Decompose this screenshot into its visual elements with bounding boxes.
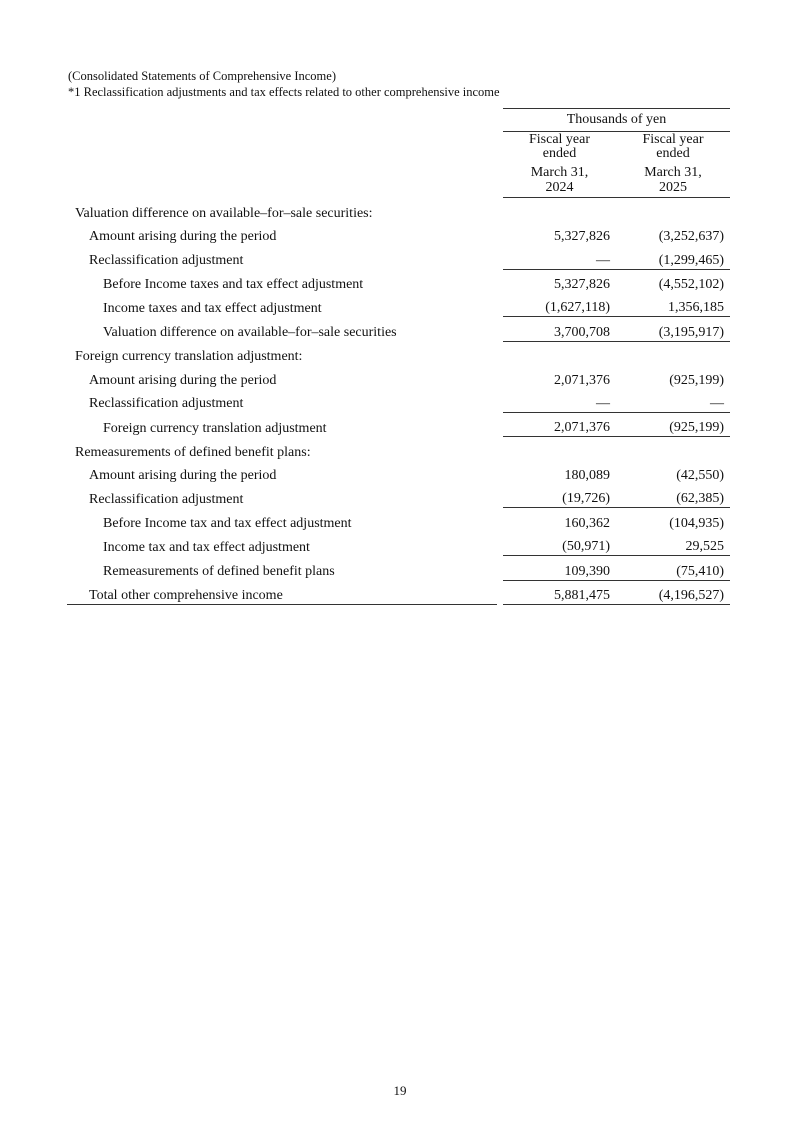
table-row <box>67 461 730 484</box>
value-2025: (42,550) <box>676 468 725 484</box>
column-header-line: March 31, <box>644 165 702 181</box>
column-header-line: Fiscal year <box>528 132 591 148</box>
page-number: 19 <box>393 1083 407 1098</box>
table-row <box>67 508 730 532</box>
total-row <box>67 580 730 604</box>
table-row <box>67 245 730 269</box>
column-header-line: 2025 <box>659 180 687 196</box>
statement-title: (Consolidated Statements of Comprehensive Income) <box>68 69 336 83</box>
row-label: Before Income tax and tax effect adjustment <box>103 515 352 531</box>
table-row <box>67 556 730 580</box>
value-2025: (4,196,527) <box>616 580 730 604</box>
value-2024: (19,726) <box>500 484 616 508</box>
row-label: Total other comprehensive income <box>67 580 500 604</box>
value-2024: 160,362 <box>500 508 616 532</box>
column-header-2025-bottom <box>616 161 730 198</box>
row-label: Amount arising during the period <box>89 468 277 484</box>
value-2025: (1,299,465) <box>658 252 725 268</box>
table-row <box>67 269 730 293</box>
row-label: Foreign currency translation adjustment: <box>75 349 303 365</box>
value-2024: 109,390 <box>500 556 616 580</box>
row-label: Income taxes and tax effect adjustment <box>103 300 322 316</box>
value-2025: (3,252,637) <box>658 229 725 245</box>
reclassification-table <box>67 108 730 605</box>
value-2024: (1,627,118) <box>500 293 616 317</box>
value-2024: 3,700,708 <box>500 317 616 341</box>
column-header-line: ended <box>542 146 577 162</box>
table-row <box>67 317 730 341</box>
row-label: Valuation difference on available–for–sale securities <box>103 325 397 341</box>
column-header-2024-bottom <box>500 161 616 198</box>
value-2024: 180,089 <box>500 461 616 484</box>
value-2024: 5,327,826 <box>500 222 616 245</box>
value-2024: — <box>500 389 616 413</box>
column-header-2024-top <box>500 132 616 162</box>
table-row <box>67 389 730 413</box>
table-row <box>67 341 730 365</box>
note-title: *1 Reclassification adjustments and tax effects related to other comprehensive income <box>68 85 500 99</box>
column-header-2025-top <box>616 132 730 162</box>
value-2024: 5,881,475 <box>500 580 616 604</box>
value-2024: (50,971) <box>500 532 616 556</box>
row-label: Reclassification adjustment <box>89 253 244 269</box>
value-2025: (925,199) <box>669 372 725 388</box>
row-label: Valuation difference on available–for–sale securities: <box>75 205 373 221</box>
column-header-line: Fiscal year <box>642 132 704 148</box>
table-row <box>67 293 730 317</box>
value-2025: (3,195,917) <box>616 317 730 341</box>
value-2025: (925,199) <box>616 412 730 436</box>
value-2024: 5,327,826 <box>500 269 616 293</box>
row-label: Foreign currency translation adjustment <box>103 420 327 436</box>
table-row <box>67 198 730 222</box>
column-header-line: ended <box>656 146 690 162</box>
value-2025: (62,385) <box>676 491 725 507</box>
value-2024: 2,071,376 <box>500 365 616 388</box>
value-2025: — <box>710 395 725 411</box>
value-2025: 1,356,185 <box>668 300 725 316</box>
column-header-line: 2024 <box>545 180 574 196</box>
row-label: Reclassification adjustment <box>89 491 244 507</box>
value-2025: (4,552,102) <box>616 269 730 293</box>
row-label: Income tax and tax effect adjustment <box>103 539 310 555</box>
value-2024: — <box>500 245 616 269</box>
table-row <box>67 484 730 508</box>
table-row <box>67 222 730 245</box>
row-label: Reclassification adjustment <box>89 396 244 412</box>
value-2025: 29,525 <box>685 539 725 555</box>
units-header: Thousands of yen <box>500 109 730 132</box>
row-label: Amount arising during the period <box>89 229 277 245</box>
value-2025: (104,935) <box>616 508 730 532</box>
table-row <box>67 365 730 388</box>
row-label: Remeasurements of defined benefit plans: <box>75 444 311 460</box>
table-row <box>67 412 730 436</box>
table-row <box>67 532 730 556</box>
row-label: Amount arising during the period <box>89 372 277 388</box>
row-label: Remeasurements of defined benefit plans <box>103 564 335 580</box>
value-2025: (75,410) <box>616 556 730 580</box>
column-header-line: March 31, <box>530 165 589 181</box>
row-label: Before Income taxes and tax effect adjustment <box>103 276 364 292</box>
value-2024: 2,071,376 <box>500 412 616 436</box>
table-row <box>67 437 730 461</box>
